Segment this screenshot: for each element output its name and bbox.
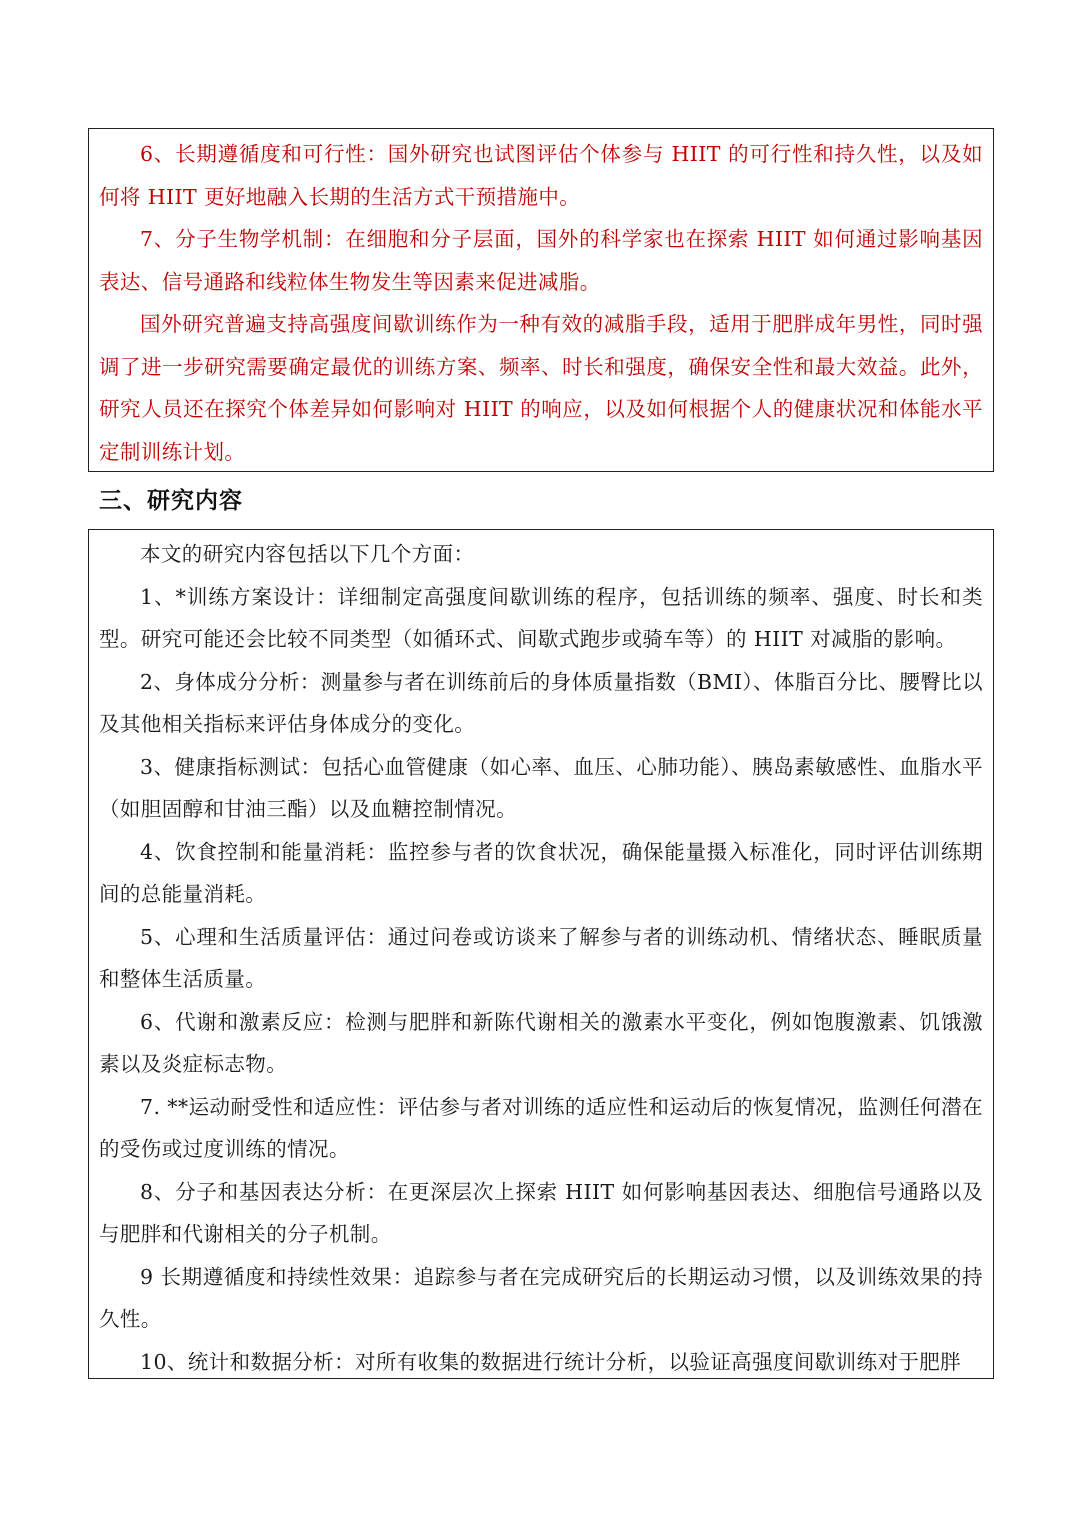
paragraph-item-7: 7. **运动耐受性和适应性：评估参与者对训练的适应性和运动后的恢复情况，监测任何潜在的受伤或过度训练的情况。: [99, 1094, 983, 1161]
paragraph-item-1: 1、*训练方案设计：详细制定高强度间歇训练的程序，包括训练的频率、强度、时长和类型。研究可能还会比较不同类型（如循环式、间歇式跑步或骑车等）的 HIIT 对减脂的影响。: [99, 584, 983, 651]
research-content-box: [88, 529, 994, 1379]
paragraph-item-8: 8、分子和基因表达分析：在更深层次上探索 HIIT 如何影响基因表达、细胞信号通路以及与肥胖和代谢相关的分子机制。: [99, 1179, 983, 1246]
paragraph-item-2: 2、身体成分分析：测量参与者在训练前后的身体质量指数（BMI）、体脂百分比、腰臀比以及其他相关指标来评估身体成分的变化。: [99, 669, 983, 736]
paragraph-item-4: 4、饮食控制和能量消耗：监控参与者的饮食状况，确保能量摄入标准化，同时评估训练期间的总能量消耗。: [99, 839, 983, 906]
paragraph-item-3: 3、健康指标测试：包括心血管健康（如心率、血压、心肺功能）、胰岛素敏感性、血脂水平（如胆固醇和甘油三酯）以及血糖控制情况。: [99, 754, 983, 821]
paragraph-item-10: 10、统计和数据分析：对所有收集的数据进行统计分析，以验证高强度间歇训练对于肥胖: [140, 1349, 962, 1374]
paragraph-review-summary: 国外研究普遍支持高强度间歇训练作为一种有效的减脂手段，适用于肥胖成年男性，同时强调了进一步研究需要确定最优的训练方案、频率、时长和强度，确保安全性和最大效益。此外，研究人员还在探究个体差异如何影响对 HIIT 的响应，以及如何根据个人的健康状况和体能水平定制训练计划。: [99, 312, 983, 464]
paragraph-item-9: 9 长期遵循度和持续性效果：追踪参与者在完成研究后的长期运动习惯，以及训练效果的持久性。: [99, 1264, 983, 1331]
literature-review-box: [88, 128, 994, 472]
paragraph-item-5: 5、心理和生活质量评估：通过问卷或访谈来了解参与者的训练动机、情绪状态、睡眠质量和整体生活质量。: [99, 924, 983, 991]
section-heading: 三、研究内容: [99, 488, 243, 514]
paragraph-molecular-mechanism: 7、分子生物学机制：在细胞和分子层面，国外的科学家也在探索 HIIT 如何通过影响基因表达、信号通路和线粒体生物发生等因素来促进减脂。: [99, 227, 983, 294]
paragraph-item-6: 6、代谢和激素反应：检测与肥胖和新陈代谢相关的激素水平变化，例如饱腹激素、饥饿激素以及炎症标志物。: [99, 1009, 983, 1076]
paragraph-long-term-adherence: 6、长期遵循度和可行性：国外研究也试图评估个体参与 HIIT 的可行性和持久性，以及如何将 HIIT 更好地融入长期的生活方式干预措施中。: [99, 142, 983, 209]
paragraph-intro: 本文的研究内容包括以下几个方面：: [140, 542, 475, 566]
